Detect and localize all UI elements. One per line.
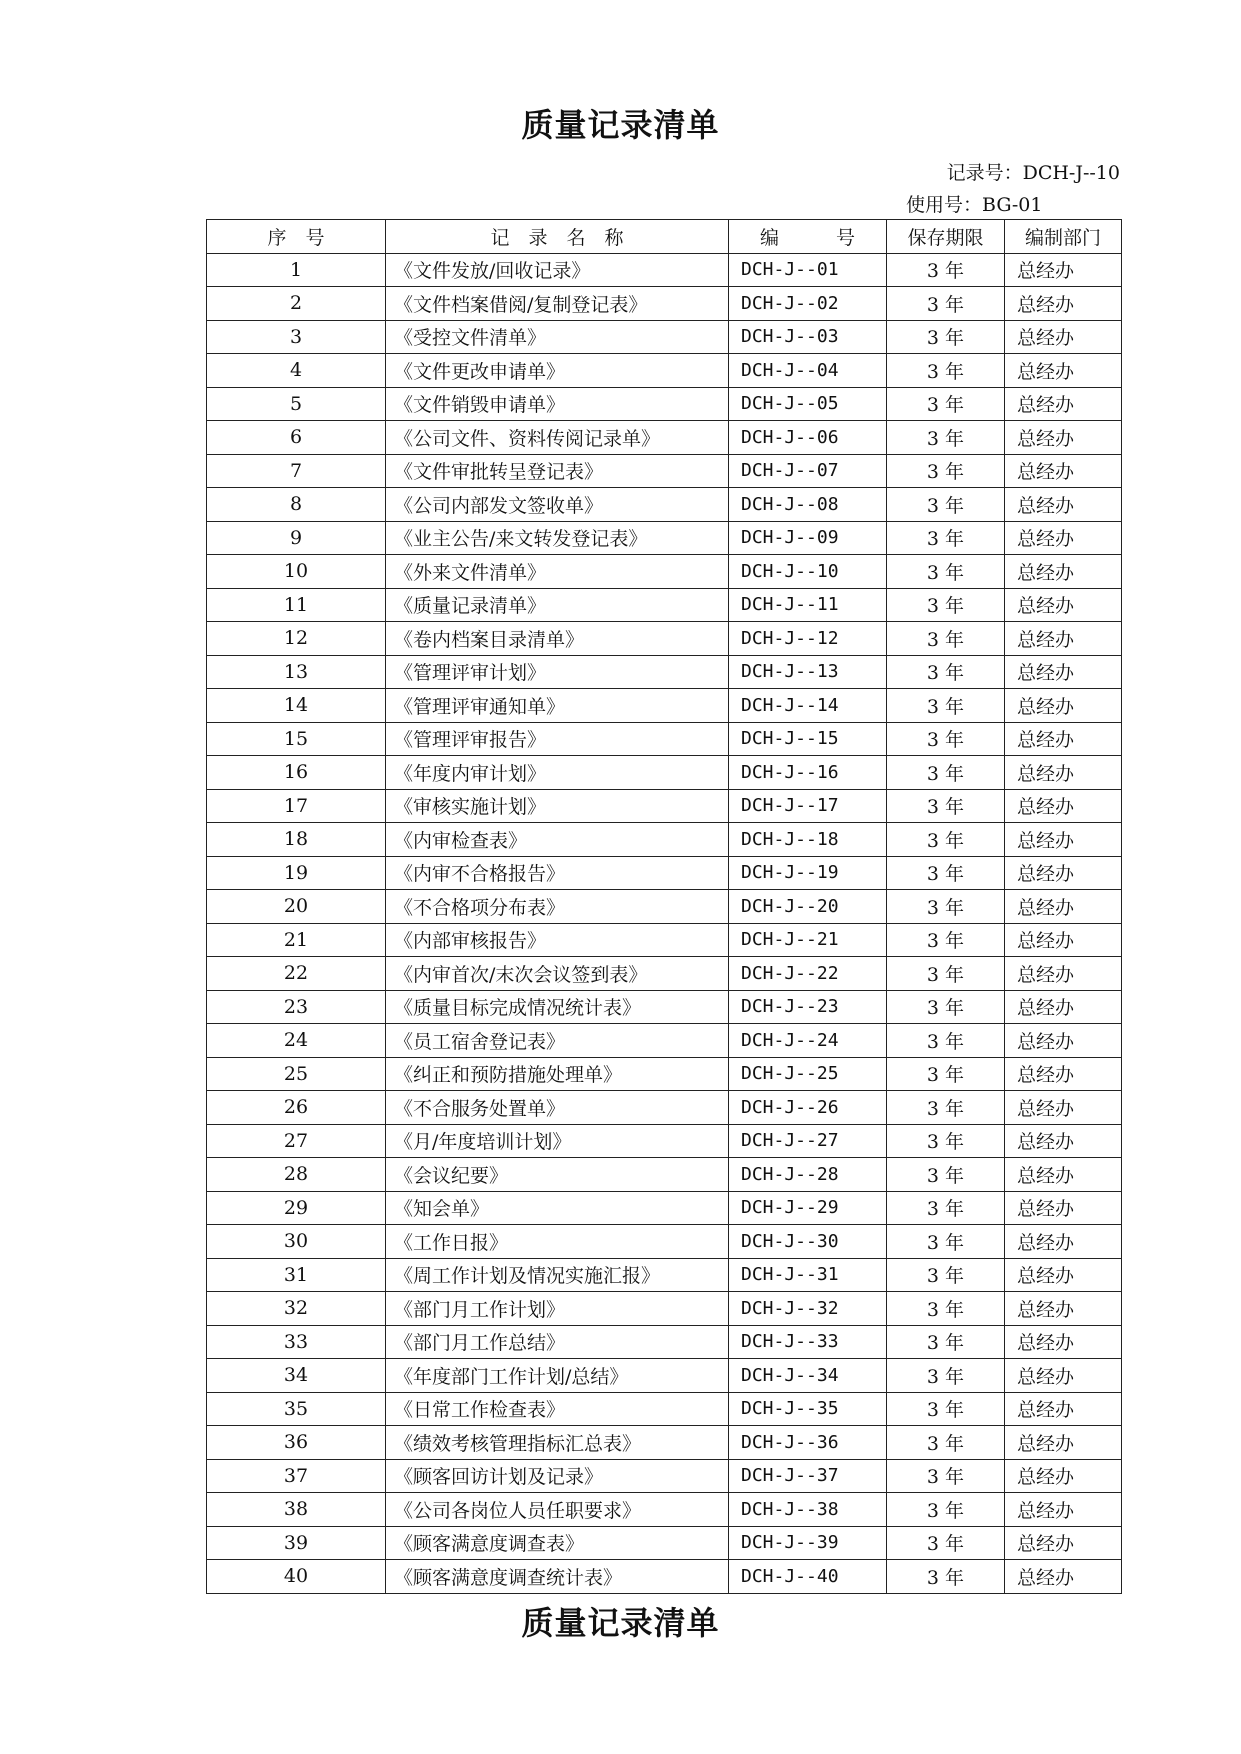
cell-record-name: 《文件审批转呈登记表》 (386, 454, 729, 488)
cell-record-name: 《质量记录清单》 (386, 588, 729, 622)
cell-department: 总经办 (1005, 823, 1122, 857)
table-row (207, 923, 1122, 957)
cell-serial: 14 (207, 689, 386, 723)
cell-record-name: 《公司各岗位人员任职要求》 (386, 1493, 729, 1527)
table-row (207, 1292, 1122, 1326)
cell-department: 总经办 (1005, 1158, 1122, 1192)
table-row (207, 856, 1122, 890)
cell-record-name: 《内审不合格报告》 (386, 856, 729, 890)
cell-retention: 3 年 (887, 555, 1005, 589)
cell-department: 总经办 (1005, 555, 1122, 589)
cell-retention: 3 年 (887, 1124, 1005, 1158)
cell-code: DCH-J--20 (729, 890, 887, 924)
table-row (207, 1459, 1122, 1493)
cell-record-name: 《不合格项分布表》 (386, 890, 729, 924)
cell-record-name: 《文件更改申请单》 (386, 354, 729, 388)
cell-code: DCH-J--08 (729, 488, 887, 522)
cell-department: 总经办 (1005, 1526, 1122, 1560)
cell-serial: 36 (207, 1426, 386, 1460)
cell-record-name: 《月/年度培训计划》 (386, 1124, 729, 1158)
cell-record-name: 《内审首次/末次会议签到表》 (386, 957, 729, 991)
cell-record-name: 《质量目标完成情况统计表》 (386, 990, 729, 1024)
cell-record-name: 《公司内部发文签收单》 (386, 488, 729, 522)
table-row (207, 990, 1122, 1024)
cell-record-name: 《卷内档案目录清单》 (386, 622, 729, 656)
cell-retention: 3 年 (887, 823, 1005, 857)
cell-code: DCH-J--25 (729, 1057, 887, 1091)
next-page-title: 质量记录清单 (521, 1604, 720, 1642)
cell-serial: 24 (207, 1024, 386, 1058)
cell-retention: 3 年 (887, 1158, 1005, 1192)
cell-code: DCH-J--12 (729, 622, 887, 656)
cell-department: 总经办 (1005, 957, 1122, 991)
cell-department: 总经办 (1005, 1225, 1122, 1259)
cell-record-name: 《审核实施计划》 (386, 789, 729, 823)
cell-department: 总经办 (1005, 387, 1122, 421)
cell-department: 总经办 (1005, 990, 1122, 1024)
cell-code: DCH-J--36 (729, 1426, 887, 1460)
table-row (207, 320, 1122, 354)
cell-serial: 38 (207, 1493, 386, 1527)
cell-serial: 1 (207, 253, 386, 287)
cell-serial: 13 (207, 655, 386, 689)
cell-record-name: 《顾客满意度调查表》 (386, 1526, 729, 1560)
cell-retention: 3 年 (887, 1258, 1005, 1292)
cell-record-name: 《年度部门工作计划/总结》 (386, 1359, 729, 1393)
cell-department: 总经办 (1005, 454, 1122, 488)
cell-serial: 32 (207, 1292, 386, 1326)
cell-serial: 22 (207, 957, 386, 991)
cell-serial: 29 (207, 1191, 386, 1225)
cell-serial: 34 (207, 1359, 386, 1393)
cell-serial: 39 (207, 1526, 386, 1560)
cell-serial: 27 (207, 1124, 386, 1158)
cell-code: DCH-J--15 (729, 722, 887, 756)
table-row (207, 521, 1122, 555)
table-row (207, 1124, 1122, 1158)
cell-department: 总经办 (1005, 622, 1122, 656)
cell-department: 总经办 (1005, 722, 1122, 756)
table-row (207, 1024, 1122, 1058)
table-body (207, 253, 1122, 1593)
cell-record-name: 《受控文件清单》 (386, 320, 729, 354)
cell-department: 总经办 (1005, 890, 1122, 924)
cell-code: DCH-J--28 (729, 1158, 887, 1192)
cell-department: 总经办 (1005, 354, 1122, 388)
cell-code: DCH-J--31 (729, 1258, 887, 1292)
table-row (207, 588, 1122, 622)
cell-record-name: 《顾客满意度调查统计表》 (386, 1560, 729, 1594)
cell-code: DCH-J--19 (729, 856, 887, 890)
cell-serial: 40 (207, 1560, 386, 1594)
cell-retention: 3 年 (887, 1493, 1005, 1527)
cell-record-name: 《会议纪要》 (386, 1158, 729, 1192)
records-table (206, 219, 1122, 1594)
table-header-row (207, 220, 1122, 254)
cell-department: 总经办 (1005, 789, 1122, 823)
table-row (207, 1191, 1122, 1225)
cell-record-name: 《部门月工作总结》 (386, 1325, 729, 1359)
cell-record-name: 《外来文件清单》 (386, 555, 729, 589)
cell-serial: 15 (207, 722, 386, 756)
cell-code: DCH-J--29 (729, 1191, 887, 1225)
cell-record-name: 《管理评审通知单》 (386, 689, 729, 723)
cell-record-name: 《绩效考核管理指标汇总表》 (386, 1426, 729, 1460)
cell-retention: 3 年 (887, 990, 1005, 1024)
cell-retention: 3 年 (887, 856, 1005, 890)
cell-code: DCH-J--35 (729, 1392, 887, 1426)
cell-department: 总经办 (1005, 1024, 1122, 1058)
cell-code: DCH-J--24 (729, 1024, 887, 1058)
cell-code: DCH-J--05 (729, 387, 887, 421)
cell-record-name: 《公司文件、资料传阅记录单》 (386, 421, 729, 455)
cell-serial: 21 (207, 923, 386, 957)
cell-department: 总经办 (1005, 521, 1122, 555)
cell-retention: 3 年 (887, 287, 1005, 321)
header-record-name: 记 录 名 称 (386, 220, 729, 254)
cell-department: 总经办 (1005, 1292, 1122, 1326)
table-row (207, 622, 1122, 656)
cell-department: 总经办 (1005, 1325, 1122, 1359)
cell-retention: 3 年 (887, 1024, 1005, 1058)
cell-department: 总经办 (1005, 287, 1122, 321)
cell-department: 总经办 (1005, 488, 1122, 522)
cell-code: DCH-J--09 (729, 521, 887, 555)
cell-serial: 30 (207, 1225, 386, 1259)
cell-retention: 3 年 (887, 320, 1005, 354)
cell-serial: 9 (207, 521, 386, 555)
table-row (207, 1158, 1122, 1192)
table-row (207, 1359, 1122, 1393)
cell-record-name: 《文件销毁申请单》 (386, 387, 729, 421)
table-row (207, 1560, 1122, 1594)
table-row (207, 957, 1122, 991)
cell-serial: 12 (207, 622, 386, 656)
cell-record-name: 《周工作计划及情况实施汇报》 (386, 1258, 729, 1292)
cell-retention: 3 年 (887, 1526, 1005, 1560)
cell-department: 总经办 (1005, 1493, 1122, 1527)
cell-serial: 28 (207, 1158, 386, 1192)
cell-code: DCH-J--27 (729, 1124, 887, 1158)
cell-retention: 3 年 (887, 1459, 1005, 1493)
cell-serial: 25 (207, 1057, 386, 1091)
table-row (207, 890, 1122, 924)
table-row (207, 387, 1122, 421)
table-row (207, 689, 1122, 723)
cell-department: 总经办 (1005, 588, 1122, 622)
cell-code: DCH-J--04 (729, 354, 887, 388)
table-row (207, 253, 1122, 287)
cell-code: DCH-J--02 (729, 287, 887, 321)
cell-serial: 10 (207, 555, 386, 589)
cell-serial: 6 (207, 421, 386, 455)
cell-record-name: 《顾客回访计划及记录》 (386, 1459, 729, 1493)
cell-record-name: 《管理评审计划》 (386, 655, 729, 689)
table-row (207, 1493, 1122, 1527)
cell-retention: 3 年 (887, 1359, 1005, 1393)
cell-code: DCH-J--32 (729, 1292, 887, 1326)
cell-serial: 8 (207, 488, 386, 522)
cell-retention: 3 年 (887, 588, 1005, 622)
cell-code: DCH-J--34 (729, 1359, 887, 1393)
header-retention: 保存期限 (887, 220, 1005, 254)
cell-record-name: 《内审检查表》 (386, 823, 729, 857)
cell-retention: 3 年 (887, 421, 1005, 455)
cell-record-name: 《员工宿舍登记表》 (386, 1024, 729, 1058)
cell-department: 总经办 (1005, 655, 1122, 689)
cell-code: DCH-J--11 (729, 588, 887, 622)
cell-serial: 20 (207, 890, 386, 924)
cell-serial: 7 (207, 454, 386, 488)
cell-retention: 3 年 (887, 923, 1005, 957)
table-row (207, 722, 1122, 756)
cell-serial: 16 (207, 756, 386, 790)
cell-code: DCH-J--03 (729, 320, 887, 354)
cell-retention: 3 年 (887, 1392, 1005, 1426)
cell-serial: 37 (207, 1459, 386, 1493)
cell-department: 总经办 (1005, 1392, 1122, 1426)
cell-code: DCH-J--23 (729, 990, 887, 1024)
table-row (207, 789, 1122, 823)
header-code: 编 号 (729, 220, 887, 254)
cell-department: 总经办 (1005, 1057, 1122, 1091)
cell-retention: 3 年 (887, 354, 1005, 388)
table-row (207, 1526, 1122, 1560)
table-row (207, 655, 1122, 689)
table-row (207, 1426, 1122, 1460)
table-row (207, 421, 1122, 455)
table-row (207, 756, 1122, 790)
table-row (207, 1392, 1122, 1426)
table-row (207, 555, 1122, 589)
cell-code: DCH-J--16 (729, 756, 887, 790)
cell-serial: 11 (207, 588, 386, 622)
cell-retention: 3 年 (887, 957, 1005, 991)
cell-serial: 33 (207, 1325, 386, 1359)
cell-serial: 3 (207, 320, 386, 354)
cell-code: DCH-J--26 (729, 1091, 887, 1125)
cell-department: 总经办 (1005, 1459, 1122, 1493)
cell-department: 总经办 (1005, 1191, 1122, 1225)
cell-department: 总经办 (1005, 1258, 1122, 1292)
cell-retention: 3 年 (887, 1191, 1005, 1225)
cell-record-name: 《纠正和预防措施处理单》 (386, 1057, 729, 1091)
cell-retention: 3 年 (887, 722, 1005, 756)
cell-record-name: 《日常工作检查表》 (386, 1392, 729, 1426)
table-row (207, 1225, 1122, 1259)
cell-department: 总经办 (1005, 253, 1122, 287)
cell-department: 总经办 (1005, 689, 1122, 723)
cell-retention: 3 年 (887, 454, 1005, 488)
cell-code: DCH-J--18 (729, 823, 887, 857)
cell-retention: 3 年 (887, 488, 1005, 522)
table-row (207, 488, 1122, 522)
cell-department: 总经办 (1005, 1359, 1122, 1393)
cell-serial: 31 (207, 1258, 386, 1292)
table-row (207, 1258, 1122, 1292)
cell-record-name: 《内部审核报告》 (386, 923, 729, 957)
cell-code: DCH-J--14 (729, 689, 887, 723)
cell-record-name: 《管理评审报告》 (386, 722, 729, 756)
cell-code: DCH-J--13 (729, 655, 887, 689)
cell-serial: 5 (207, 387, 386, 421)
cell-retention: 3 年 (887, 789, 1005, 823)
cell-serial: 4 (207, 354, 386, 388)
header-department: 编制部门 (1005, 220, 1122, 254)
cell-department: 总经办 (1005, 1560, 1122, 1594)
cell-code: DCH-J--17 (729, 789, 887, 823)
cell-code: DCH-J--40 (729, 1560, 887, 1594)
cell-code: DCH-J--21 (729, 923, 887, 957)
cell-code: DCH-J--07 (729, 454, 887, 488)
cell-retention: 3 年 (887, 1057, 1005, 1091)
cell-code: DCH-J--37 (729, 1459, 887, 1493)
cell-serial: 35 (207, 1392, 386, 1426)
cell-department: 总经办 (1005, 421, 1122, 455)
table-row (207, 1091, 1122, 1125)
cell-serial: 26 (207, 1091, 386, 1125)
cell-code: DCH-J--22 (729, 957, 887, 991)
cell-code: DCH-J--30 (729, 1225, 887, 1259)
cell-record-name: 《文件档案借阅/复制登记表》 (386, 287, 729, 321)
cell-retention: 3 年 (887, 622, 1005, 656)
cell-serial: 18 (207, 823, 386, 857)
cell-retention: 3 年 (887, 387, 1005, 421)
cell-retention: 3 年 (887, 1091, 1005, 1125)
cell-department: 总经办 (1005, 756, 1122, 790)
cell-department: 总经办 (1005, 1426, 1122, 1460)
cell-retention: 3 年 (887, 1560, 1005, 1594)
cell-code: DCH-J--06 (729, 421, 887, 455)
header-serial: 序 号 (207, 220, 386, 254)
cell-serial: 23 (207, 990, 386, 1024)
page-title: 质量记录清单 (521, 106, 720, 144)
cell-retention: 3 年 (887, 521, 1005, 555)
cell-serial: 19 (207, 856, 386, 890)
cell-department: 总经办 (1005, 320, 1122, 354)
cell-record-name: 《工作日报》 (386, 1225, 729, 1259)
cell-record-name: 《知会单》 (386, 1191, 729, 1225)
cell-retention: 3 年 (887, 253, 1005, 287)
cell-code: DCH-J--33 (729, 1325, 887, 1359)
cell-record-name: 《文件发放/回收记录》 (386, 253, 729, 287)
record-number: 记录号：DCH-J--10 (946, 162, 1120, 184)
cell-retention: 3 年 (887, 655, 1005, 689)
cell-retention: 3 年 (887, 1292, 1005, 1326)
cell-retention: 3 年 (887, 890, 1005, 924)
cell-department: 总经办 (1005, 856, 1122, 890)
cell-retention: 3 年 (887, 756, 1005, 790)
table-row (207, 287, 1122, 321)
cell-department: 总经办 (1005, 923, 1122, 957)
cell-record-name: 《业主公告/来文转发登记表》 (386, 521, 729, 555)
table-row (207, 1325, 1122, 1359)
cell-retention: 3 年 (887, 1225, 1005, 1259)
usage-number: 使用号：BG-01 (906, 194, 1043, 216)
cell-serial: 17 (207, 789, 386, 823)
cell-code: DCH-J--39 (729, 1526, 887, 1560)
cell-code: DCH-J--38 (729, 1493, 887, 1527)
cell-department: 总经办 (1005, 1124, 1122, 1158)
cell-record-name: 《部门月工作计划》 (386, 1292, 729, 1326)
cell-retention: 3 年 (887, 1325, 1005, 1359)
cell-code: DCH-J--10 (729, 555, 887, 589)
cell-retention: 3 年 (887, 689, 1005, 723)
cell-record-name: 《不合服务处置单》 (386, 1091, 729, 1125)
cell-code: DCH-J--01 (729, 253, 887, 287)
cell-retention: 3 年 (887, 1426, 1005, 1460)
table-row (207, 1057, 1122, 1091)
cell-serial: 2 (207, 287, 386, 321)
table-row (207, 823, 1122, 857)
table-row (207, 354, 1122, 388)
table-row (207, 454, 1122, 488)
cell-department: 总经办 (1005, 1091, 1122, 1125)
cell-record-name: 《年度内审计划》 (386, 756, 729, 790)
